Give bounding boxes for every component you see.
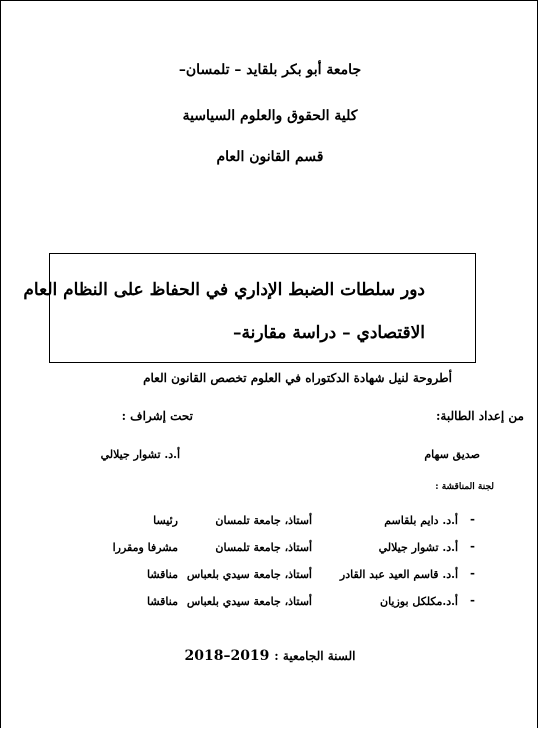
thesis-title-box [23, 253, 476, 363]
committee-bullet: - [470, 512, 475, 526]
committee-member-position: أستاذ، جامعة تلمسان [215, 541, 312, 554]
committee-label: لجنة المناقشة : [435, 482, 494, 492]
committee-bullet: - [470, 566, 475, 580]
academic-year-label: السنة الجامعية : [274, 649, 356, 663]
student-name: صديق سهام [424, 448, 480, 461]
thesis-subtitle: أطروحة لنيل شهادة الدكتوراه في العلوم تخصص القانون العام [143, 371, 452, 385]
committee-member-position: أستاذ، جامعة سيدي بلعباس [186, 595, 312, 608]
academic-year [0, 648, 540, 664]
committee-member-name: أ.د. قاسم العيد عبد القادر [339, 568, 458, 581]
committee-bullet: - [470, 539, 475, 553]
committee-member-name: أ.د. دايم بلقاسم [384, 514, 458, 527]
committee-member-position: أستاذ، جامعة تلمسان [215, 514, 312, 527]
committee-member-position: أستاذ، جامعة سيدي بلعباس [186, 568, 312, 581]
university-name: جامعة أبو بكر بلقايد – تلمسان– [178, 62, 362, 78]
committee-member-name: أ.د. تشوار جيلالي [378, 541, 458, 554]
committee-member-name: أ.د.مكلكل بوزيان [379, 595, 458, 608]
academic-year-value: 2018–2019 [184, 648, 270, 664]
thesis-title-line1: دور سلطات الضبط الإداري في الحفاظ على النظام العام [23, 280, 425, 300]
thesis-title-line2: الاقتصادي – دراسة مقارنة– [232, 323, 425, 343]
committee-member-role: مشرفا ومقررا [112, 541, 178, 554]
supervision-label: تحت إشراف : [121, 409, 193, 423]
faculty-name: كلية الحقوق والعلوم السياسية [182, 108, 358, 124]
prepared-by-label: من إعداد الطالبة: [435, 409, 524, 423]
committee-member-role: مناقشا [147, 568, 178, 581]
committee-bullet: - [470, 593, 475, 607]
department-name: قسم القانون العام [216, 149, 324, 165]
supervisor-name: أ.د. تشوار جيلالي [100, 448, 180, 461]
committee-member-role: رئيسا [153, 514, 178, 527]
committee-member-role: مناقشا [147, 595, 178, 608]
